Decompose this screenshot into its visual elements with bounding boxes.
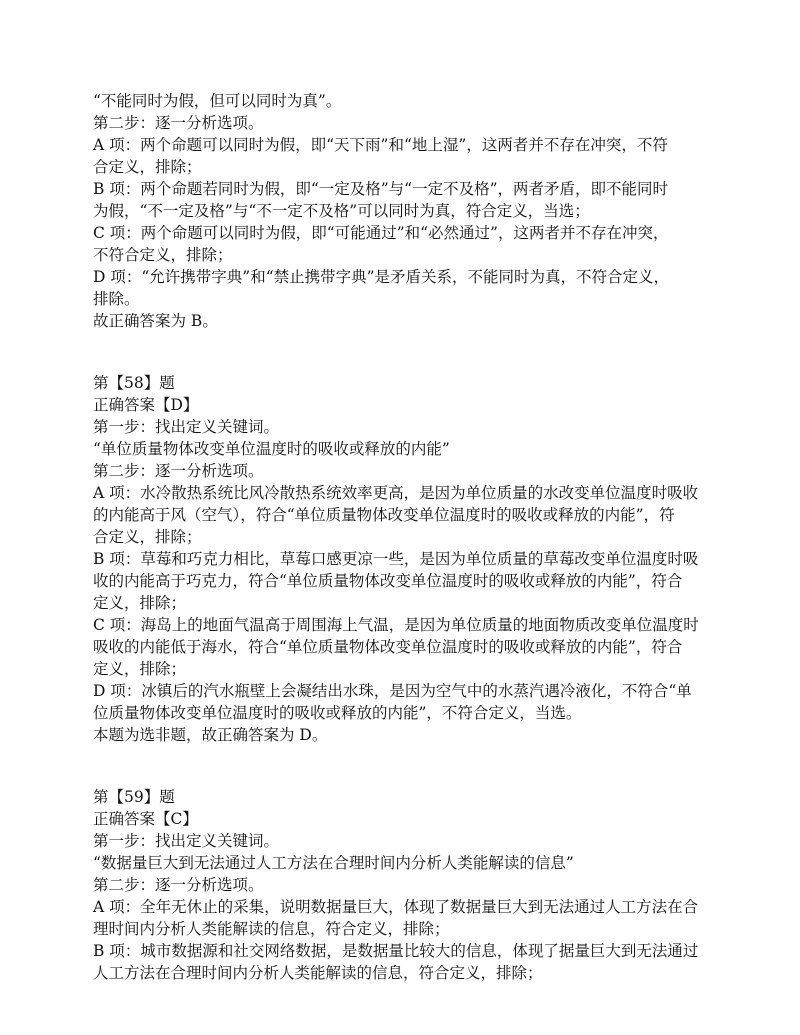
text-line: 理时间内分析人类能解读的信息，符合定义，排除； [93, 920, 450, 938]
text-line: 不符合定义，排除； [93, 246, 233, 264]
text-line: A 项：水冷散热系统比风冷散热系统效率更高，是因为单位质量的水改变单位温度时吸收 [93, 484, 699, 502]
correct-answer-59: 正确答案【C】 [93, 810, 198, 828]
text-line: 吸收的内能低于海水，符合“单位质量物体改变单位温度时的吸收或释放的内能”，符合 [93, 638, 683, 656]
text-line: D 项：“允许携带字典”和“禁止携带字典”是矛盾关系，不能同时为真，不符合定义， [93, 268, 670, 286]
text-line: 收的内能高于巧克力，符合“单位质量物体改变单位温度时的吸收或释放的内能”，符合 [93, 572, 683, 590]
definition-keyword: “单位质量物体改变单位温度时的吸收或释放的内能” [93, 440, 450, 458]
text-line: 人工方法在合理时间内分析人类能解读的信息，符合定义，排除； [93, 964, 543, 982]
question-number-58: 第【58】题 [93, 374, 175, 392]
text-line: 排除。 [93, 290, 140, 308]
text-line: C 项：两个命题可以同时为假，即“可能通过”和“必然通过”，这两者并不存在冲突， [93, 224, 669, 242]
text-line: 第一步：找出定义关键词。 [93, 832, 280, 850]
text-line: 第一步：找出定义关键词。 [93, 418, 280, 436]
correct-answer-58: 正确答案【D】 [93, 396, 199, 414]
answer-line: 本题为选非题，故正确答案为 D。 [93, 726, 328, 744]
definition-keyword: “数据量巨大到无法通过人工方法在合理时间内分析人类能解读的信息” [93, 854, 574, 872]
text-line: B 项：两个命题若同时为假，即“一定及格”与“一定不及格”，两者矛盾，即不能同时 [93, 180, 669, 198]
question-number-59: 第【59】题 [93, 788, 175, 806]
text-line: B 项：城市数据源和社交网络数据，是数据量比较大的信息，体现了据量巨大到无法通过 [93, 942, 699, 960]
answer-line: 故正确答案为 B。 [93, 312, 218, 330]
text-line: A 项：全年无休止的采集，说明数据量巨大，体现了数据量巨大到无法通过人工方法在合 [93, 898, 699, 916]
text-line: 定义，排除； [93, 594, 187, 612]
text-line: 合定义，排除； [93, 158, 202, 176]
text-line: “不能同时为假，但可以同时为真”。 [93, 92, 342, 110]
text-line: 的内能高于风（空气），符合“单位质量物体改变单位温度时的吸收或释放的内能”，符 [93, 506, 675, 524]
text-line: 为假，“不一定及格”与“不一定不及格”可以同时为真，符合定义，当选； [93, 202, 590, 220]
text-line: B 项：草莓和巧克力相比，草莓口感更凉一些，是因为单位质量的草莓改变单位温度时吸 [93, 550, 699, 568]
text-line: 定义，排除； [93, 660, 187, 678]
text-line: A 项：两个命题可以同时为假，即“天下雨”和“地上湿”，这两者并不存在冲突，不符 [93, 136, 668, 154]
text-line: D 项：冰镇后的汽水瓶壁上会凝结出水珠，是因为空气中的水蒸汽遇冷液化，不符合“单 [93, 682, 692, 700]
text-line: 第二步：逐一分析选项。 [93, 114, 264, 132]
text-line: 合定义，排除； [93, 528, 202, 546]
text-line: C 项：海岛上的地面气温高于周围海上气温，是因为单位质量的地面物质改变单位温度时 [93, 616, 699, 634]
text-line: 第二步：逐一分析选项。 [93, 876, 264, 894]
text-line: 第二步：逐一分析选项。 [93, 462, 264, 480]
text-line: 位质量物体改变单位温度时的吸收或释放的内能”，不符合定义，当选。 [93, 704, 582, 722]
